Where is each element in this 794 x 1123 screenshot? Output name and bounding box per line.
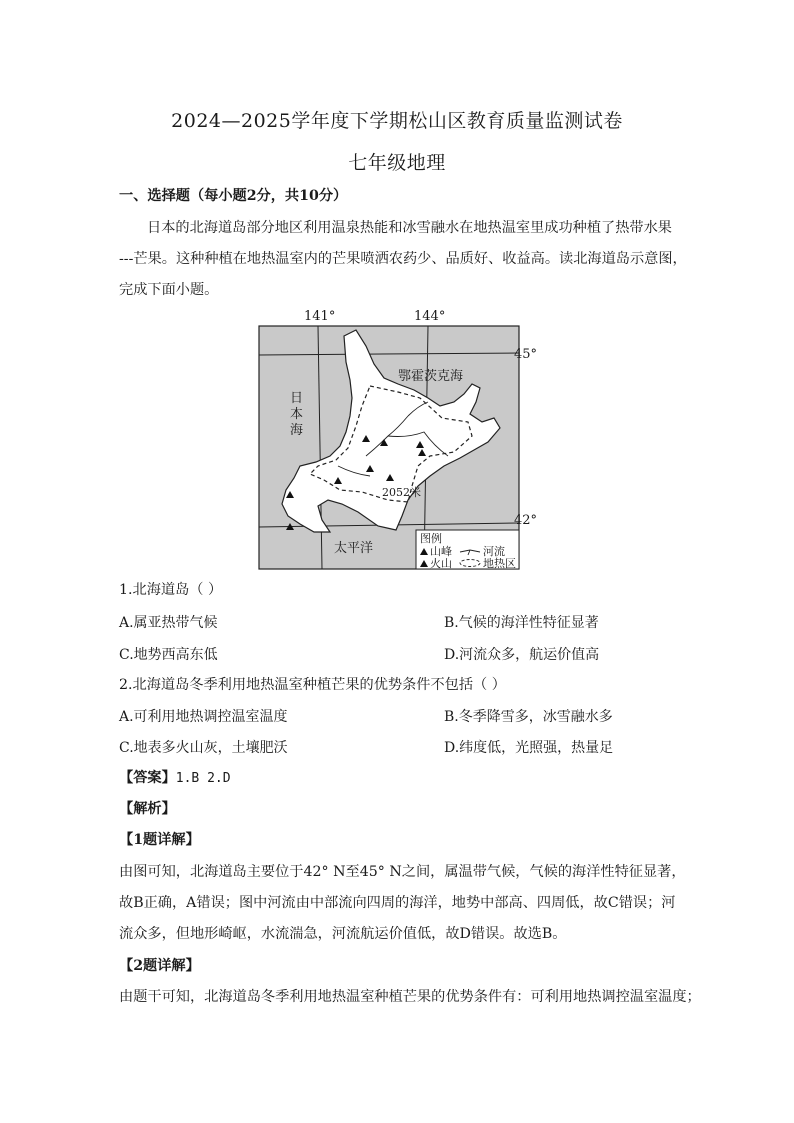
japan-sea-label-1: 日 bbox=[290, 391, 304, 406]
lon-label-144: 144° bbox=[414, 309, 446, 324]
peak-elevation-label: 2052米 bbox=[382, 486, 421, 499]
japan-sea-label-2: 本 bbox=[290, 407, 304, 422]
detail-1-line-1: 由图可知，北海道岛主要位于42° N至45° N之间，属温带气候，气候的海洋性特征显著， bbox=[119, 864, 686, 880]
intro-line-2: ---芒果。这种种植在地热温室内的芒果喷洒农药少、品质好、收益高。读北海道岛示意图， bbox=[119, 251, 687, 267]
legend-title: 图例 bbox=[420, 532, 442, 545]
exam-subject: 七年级地理 bbox=[348, 152, 446, 174]
intro-line-3: 完成下面小题。 bbox=[119, 282, 219, 298]
okhotsk-sea-label: 鄂霍茨克海 bbox=[398, 369, 464, 384]
hokkaido-map bbox=[258, 306, 548, 574]
detail-1-label: 【1题详解】 bbox=[119, 832, 200, 848]
analysis-label: 【解析】 bbox=[119, 801, 176, 817]
q2-option-a: A.可利用地热调控温室温度 bbox=[119, 709, 288, 725]
lon-label-141: 141° bbox=[304, 309, 336, 324]
q2-option-d: D.纬度低，光照强，热量足 bbox=[444, 740, 614, 756]
detail-1-line-2: 故B正确，A错误；图中河流由中部流向四周的海洋，地势中部高、四周低，故C错误；河 bbox=[119, 895, 676, 911]
exam-title: 2024—2025学年度下学期松山区教育质量监测试卷 bbox=[171, 110, 623, 132]
japan-sea-label-3: 海 bbox=[290, 423, 304, 438]
question-1-stem: 1.北海道岛（ ） bbox=[119, 582, 223, 598]
q2-option-c: C.地表多火山灰，土壤肥沃 bbox=[119, 740, 288, 756]
answer-row bbox=[119, 768, 679, 789]
legend-geothermal-label: 地热区 bbox=[483, 557, 516, 570]
legend-river-label: 河流 bbox=[483, 545, 505, 558]
lat-label-45: 45° bbox=[514, 347, 538, 362]
question-2-stem: 2.北海道岛冬季利用地热温室种植芒果的优势条件不包括（ ） bbox=[119, 677, 506, 693]
q2-option-b: B.冬季降雪多，冰雪融水多 bbox=[444, 709, 613, 725]
q1-option-d: D.河流众多，航运价值高 bbox=[444, 647, 600, 663]
section-heading: 一、选择题（每小题2分，共10分） bbox=[119, 188, 348, 204]
q1-option-c: C.地势西高东低 bbox=[119, 647, 218, 663]
lat-label-42: 42° bbox=[514, 513, 538, 528]
detail-2-line-1: 由题干可知，北海道岛冬季利用地热温室种植芒果的优势条件有：可利用地热调控温室温度； bbox=[119, 989, 701, 1005]
legend-peak-label: 山峰 bbox=[430, 545, 452, 558]
q1-option-b: B.气候的海洋性特征显著 bbox=[444, 615, 599, 631]
answer-label: 【答案】 bbox=[119, 770, 176, 786]
answer-text: 1.B 2.D bbox=[175, 771, 231, 786]
intro-line-1: 日本的北海道岛部分地区利用温泉热能和冰雪融水在地热温室里成功种植了热带水果 bbox=[147, 220, 672, 236]
detail-1-line-3: 流众多，但地形崎岖，水流湍急，河流航运价值低，故D错误。故选B。 bbox=[119, 926, 567, 942]
legend-volcano-label: 火山 bbox=[430, 557, 452, 570]
detail-2-label: 【2题详解】 bbox=[119, 958, 200, 974]
q1-option-a: A.属亚热带气候 bbox=[119, 615, 218, 631]
pacific-ocean-label: 太平洋 bbox=[334, 541, 374, 556]
